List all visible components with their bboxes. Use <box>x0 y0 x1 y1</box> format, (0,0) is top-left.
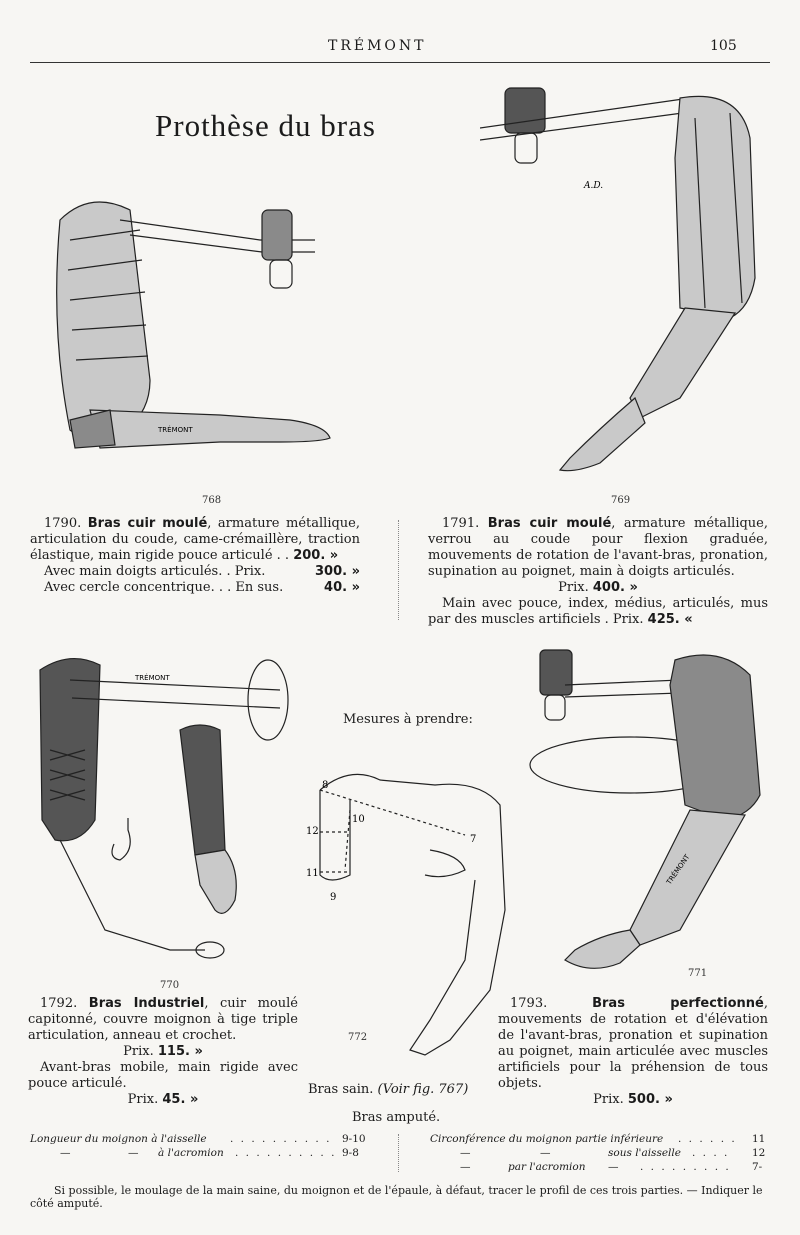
measure-dash: — <box>460 1161 471 1173</box>
measure-dash: — <box>540 1147 551 1159</box>
engraving-771: TRÉMONT <box>665 853 692 887</box>
header-rule <box>30 62 770 63</box>
measure-value: 9-8 <box>342 1147 359 1159</box>
column-divider <box>398 520 399 620</box>
page-number: 105 <box>710 38 737 54</box>
item-1791-number: 1791. <box>442 516 480 531</box>
item-1791-description: , armature métallique, verrou au coude pour flexion graduée, mouvements de rotation de l'avant-bras, pronation, supination au poignet, main à doigts articulés. <box>428 516 768 579</box>
measure-row: Longueur du moignon à l'aisselle . . . . . . . . . . 9-10 <box>30 1133 366 1145</box>
healthy-arm-reference: (Voir fig. 767) <box>377 1082 469 1097</box>
item-1792 <box>28 996 298 1108</box>
item-1790-description: , armature métallique, articulation du coude, came-crémaillère, traction élastique, main rigide pouce articulé . . <box>30 516 360 563</box>
item-1792-name: Bras Industriel <box>88 996 205 1011</box>
item-1791-price: 400. » <box>592 580 638 595</box>
amputated-arm-heading: Bras amputé. <box>352 1110 441 1125</box>
item-1790-option1-text: Avec main doigts articulés. . Prix. <box>44 564 266 579</box>
item-1793-price: 500. » <box>627 1092 673 1107</box>
footnote: Si possible, le moulage de la main saine, du moignon et de l'épaule, à défaut, tracer le profil de ces trois parties. — Indiquer le côté amputé. <box>30 1184 763 1210</box>
figure-number-772: 772 <box>348 1032 368 1043</box>
measure-value: 9-10 <box>342 1133 366 1145</box>
illustration-signature: A.D. <box>584 181 604 191</box>
measure-dash: — <box>128 1147 139 1159</box>
figure-772-illustration <box>300 760 510 1070</box>
item-1790-option2-price: 40. » <box>324 580 360 595</box>
item-1792-price-label: Prix. <box>123 1044 154 1059</box>
item-1792-option1-price: 45. » <box>162 1092 199 1107</box>
measure-point-10: 10 <box>352 814 365 825</box>
item-1793-name: Bras perfectionné <box>592 996 764 1011</box>
item-1790 <box>30 516 360 596</box>
measure-point-7: 7 <box>470 834 477 845</box>
item-1793-number: 1793. <box>510 996 548 1011</box>
item-1790-option1-price: 300. » <box>315 564 360 579</box>
measure-label: Longueur du moignon à l'aisselle <box>30 1133 207 1145</box>
figure-770-illustration <box>30 650 300 980</box>
figure-number-771: 771 <box>688 968 708 979</box>
figure-number-769: 769 <box>611 495 631 506</box>
measure-value: 12 <box>752 1147 766 1159</box>
table-divider <box>398 1134 399 1172</box>
item-1792-option1-text: Avant-bras mobile, main rigide avec pouce articulé. <box>28 1060 298 1091</box>
measure-value: 11 <box>752 1133 766 1145</box>
item-1793 <box>498 996 768 1108</box>
running-title: TRÉMONT <box>328 38 427 54</box>
item-1793-price-label: Prix. <box>593 1092 624 1107</box>
measure-dash: — <box>608 1161 619 1173</box>
measure-label: Circonférence du moignon partie inférieure <box>430 1133 664 1145</box>
figure-number-768: 768 <box>202 495 222 506</box>
engraving-770: TRÉMONT <box>135 674 170 682</box>
measure-point-12: 12 <box>306 826 319 837</box>
measure-dash: — <box>460 1147 471 1159</box>
measure-value: 7- <box>752 1161 763 1173</box>
measures-table-left: Longueur du moignon à l'aisselle . . . . . . . . . . 9-10 — — à l'acromion . . . . . . . . . . 9-8 <box>30 1133 370 1173</box>
measure-label: par l'acromion <box>508 1161 586 1173</box>
figure-769-illustration <box>480 78 780 478</box>
item-1791-option1-price: 425. « <box>647 612 693 627</box>
item-1791-price-label: Prix. <box>558 580 589 595</box>
item-1792-number: 1792. <box>40 996 78 1011</box>
measure-dash: — <box>60 1147 71 1159</box>
measure-point-8: 8 <box>322 780 329 791</box>
figure-768-illustration <box>30 180 340 470</box>
item-1791-option1-text: Main avec pouce, index, médius, articulés, mus par des muscles artificiels . Prix. <box>428 596 768 627</box>
item-1792-price: 115. » <box>157 1044 203 1059</box>
measures-table-right: Circonférence du moignon partie inférieure . . . . . . 11 — — sous l'aisselle . . . . 12 — par l'acromion — . . . . . . . . . 7- <box>430 1133 768 1177</box>
item-1790-price: 200. » <box>293 548 339 563</box>
healthy-arm-caption <box>308 1082 468 1097</box>
item-1793-description: , mouvements de rotation et d'élévation de l'avant-bras, pronation et supination au poignet, main articulée avec muscles artificiels pour la préhension de tous objets. <box>498 996 768 1091</box>
measure-point-9: 9 <box>330 892 337 903</box>
item-1790-name: Bras cuir moulé <box>87 516 208 531</box>
measure-row: Circonférence du moignon partie inférieure . . . . . . 11 <box>430 1133 766 1145</box>
item-1791 <box>428 516 768 628</box>
healthy-arm-label: Bras sain. <box>308 1082 374 1097</box>
measure-label: sous l'aisselle <box>608 1147 681 1159</box>
measures-heading: Mesures à prendre: <box>343 712 473 727</box>
engraving-768: TRÉMONT <box>158 426 193 434</box>
page-header <box>0 38 800 68</box>
figure-number-770: 770 <box>160 980 180 991</box>
page-title: Prothèse du bras <box>155 108 376 143</box>
measure-label: à l'acromion <box>158 1147 224 1159</box>
item-1792-option1-price-label: Prix. <box>127 1092 159 1107</box>
item-1790-number: 1790. <box>44 516 82 531</box>
item-1792-description: , cuir moulé capitonné, couvre moignon à tige triple articulation, anneau et crochet. <box>28 996 298 1043</box>
measure-point-11: 11 <box>306 868 319 879</box>
item-1790-option2-text: Avec cercle concentrique. . . En sus. <box>44 580 284 595</box>
figure-771-illustration <box>520 645 780 980</box>
item-1791-name: Bras cuir moulé <box>487 516 612 531</box>
